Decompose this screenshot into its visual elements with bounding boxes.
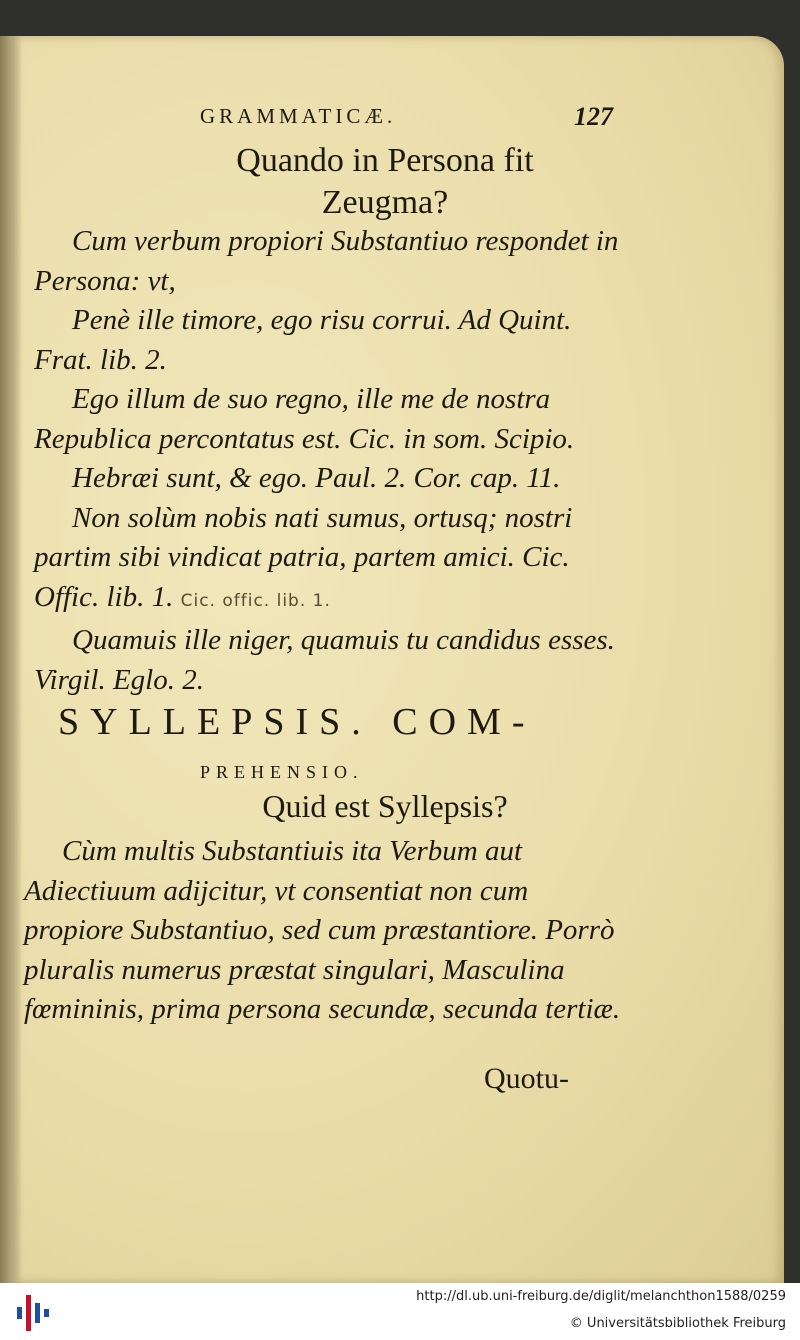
paragraph: Cùm multis Substantiuis ita Verbum aut Adiectiuum adijcitur, vt consentiat non cum propiore Substantiuo, sed cum præstantiore. Porrò pluralis numerus præstat singulari, Masculina fœmininis, prima persona secundæ, secunda tertiæ.: [24, 835, 621, 1025]
body-text-1: [34, 222, 624, 700]
paragraph-text: Non solùm nobis nati sumus, ortusq; nostri partim sibi vindicat patria, partem amici. Cic. Offic. lib. 1.: [34, 501, 573, 613]
permalink[interactable]: http://dl.ub.uni-freiburg.de/diglit/melanchthon1588/0259: [416, 1289, 786, 1304]
library-logo-icon[interactable]: [14, 1293, 50, 1333]
paragraph: Ego illum de suo regno, ille me de nostra Republica percontatus est. Cic. in som. Scipio.: [34, 383, 575, 455]
handwritten-note: Cic. offic. lib. 1.: [180, 590, 331, 611]
section-title: SYLLEPSIS. COM-: [58, 701, 536, 743]
paragraph: [34, 499, 624, 622]
paragraph: Hebræi sunt, & ego. Paul. 2. Cor. cap. 11.: [72, 462, 561, 494]
paragraph: Quamuis ille niger, quamuis tu candidus esses. Virgil. Eglo. 2.: [34, 624, 615, 696]
section-question: Quid est Syllepsis?: [262, 788, 508, 824]
section-title-continued: PREHENSIO.: [200, 762, 364, 782]
paragraph: Cum verbum propiori Substantiuo respondet in Persona: vt,: [34, 225, 619, 297]
catchword: Quotu-: [484, 1062, 569, 1095]
heading-line-1: Quando in Persona fit: [236, 142, 534, 179]
copyright: © Universitätsbibliothek Freiburg: [569, 1316, 786, 1331]
running-title: GRAMMATICÆ.: [200, 104, 397, 128]
viewer-footer: [0, 1283, 800, 1340]
body-text-2: [24, 832, 624, 1030]
page-spine-shadow: [0, 36, 22, 1319]
heading-line-2: Zeugma?: [321, 184, 449, 221]
page-number: 127: [574, 102, 613, 131]
paragraph: Penè ille timore, ego risu corrui. Ad Quint. Frat. lib. 2.: [34, 304, 572, 376]
